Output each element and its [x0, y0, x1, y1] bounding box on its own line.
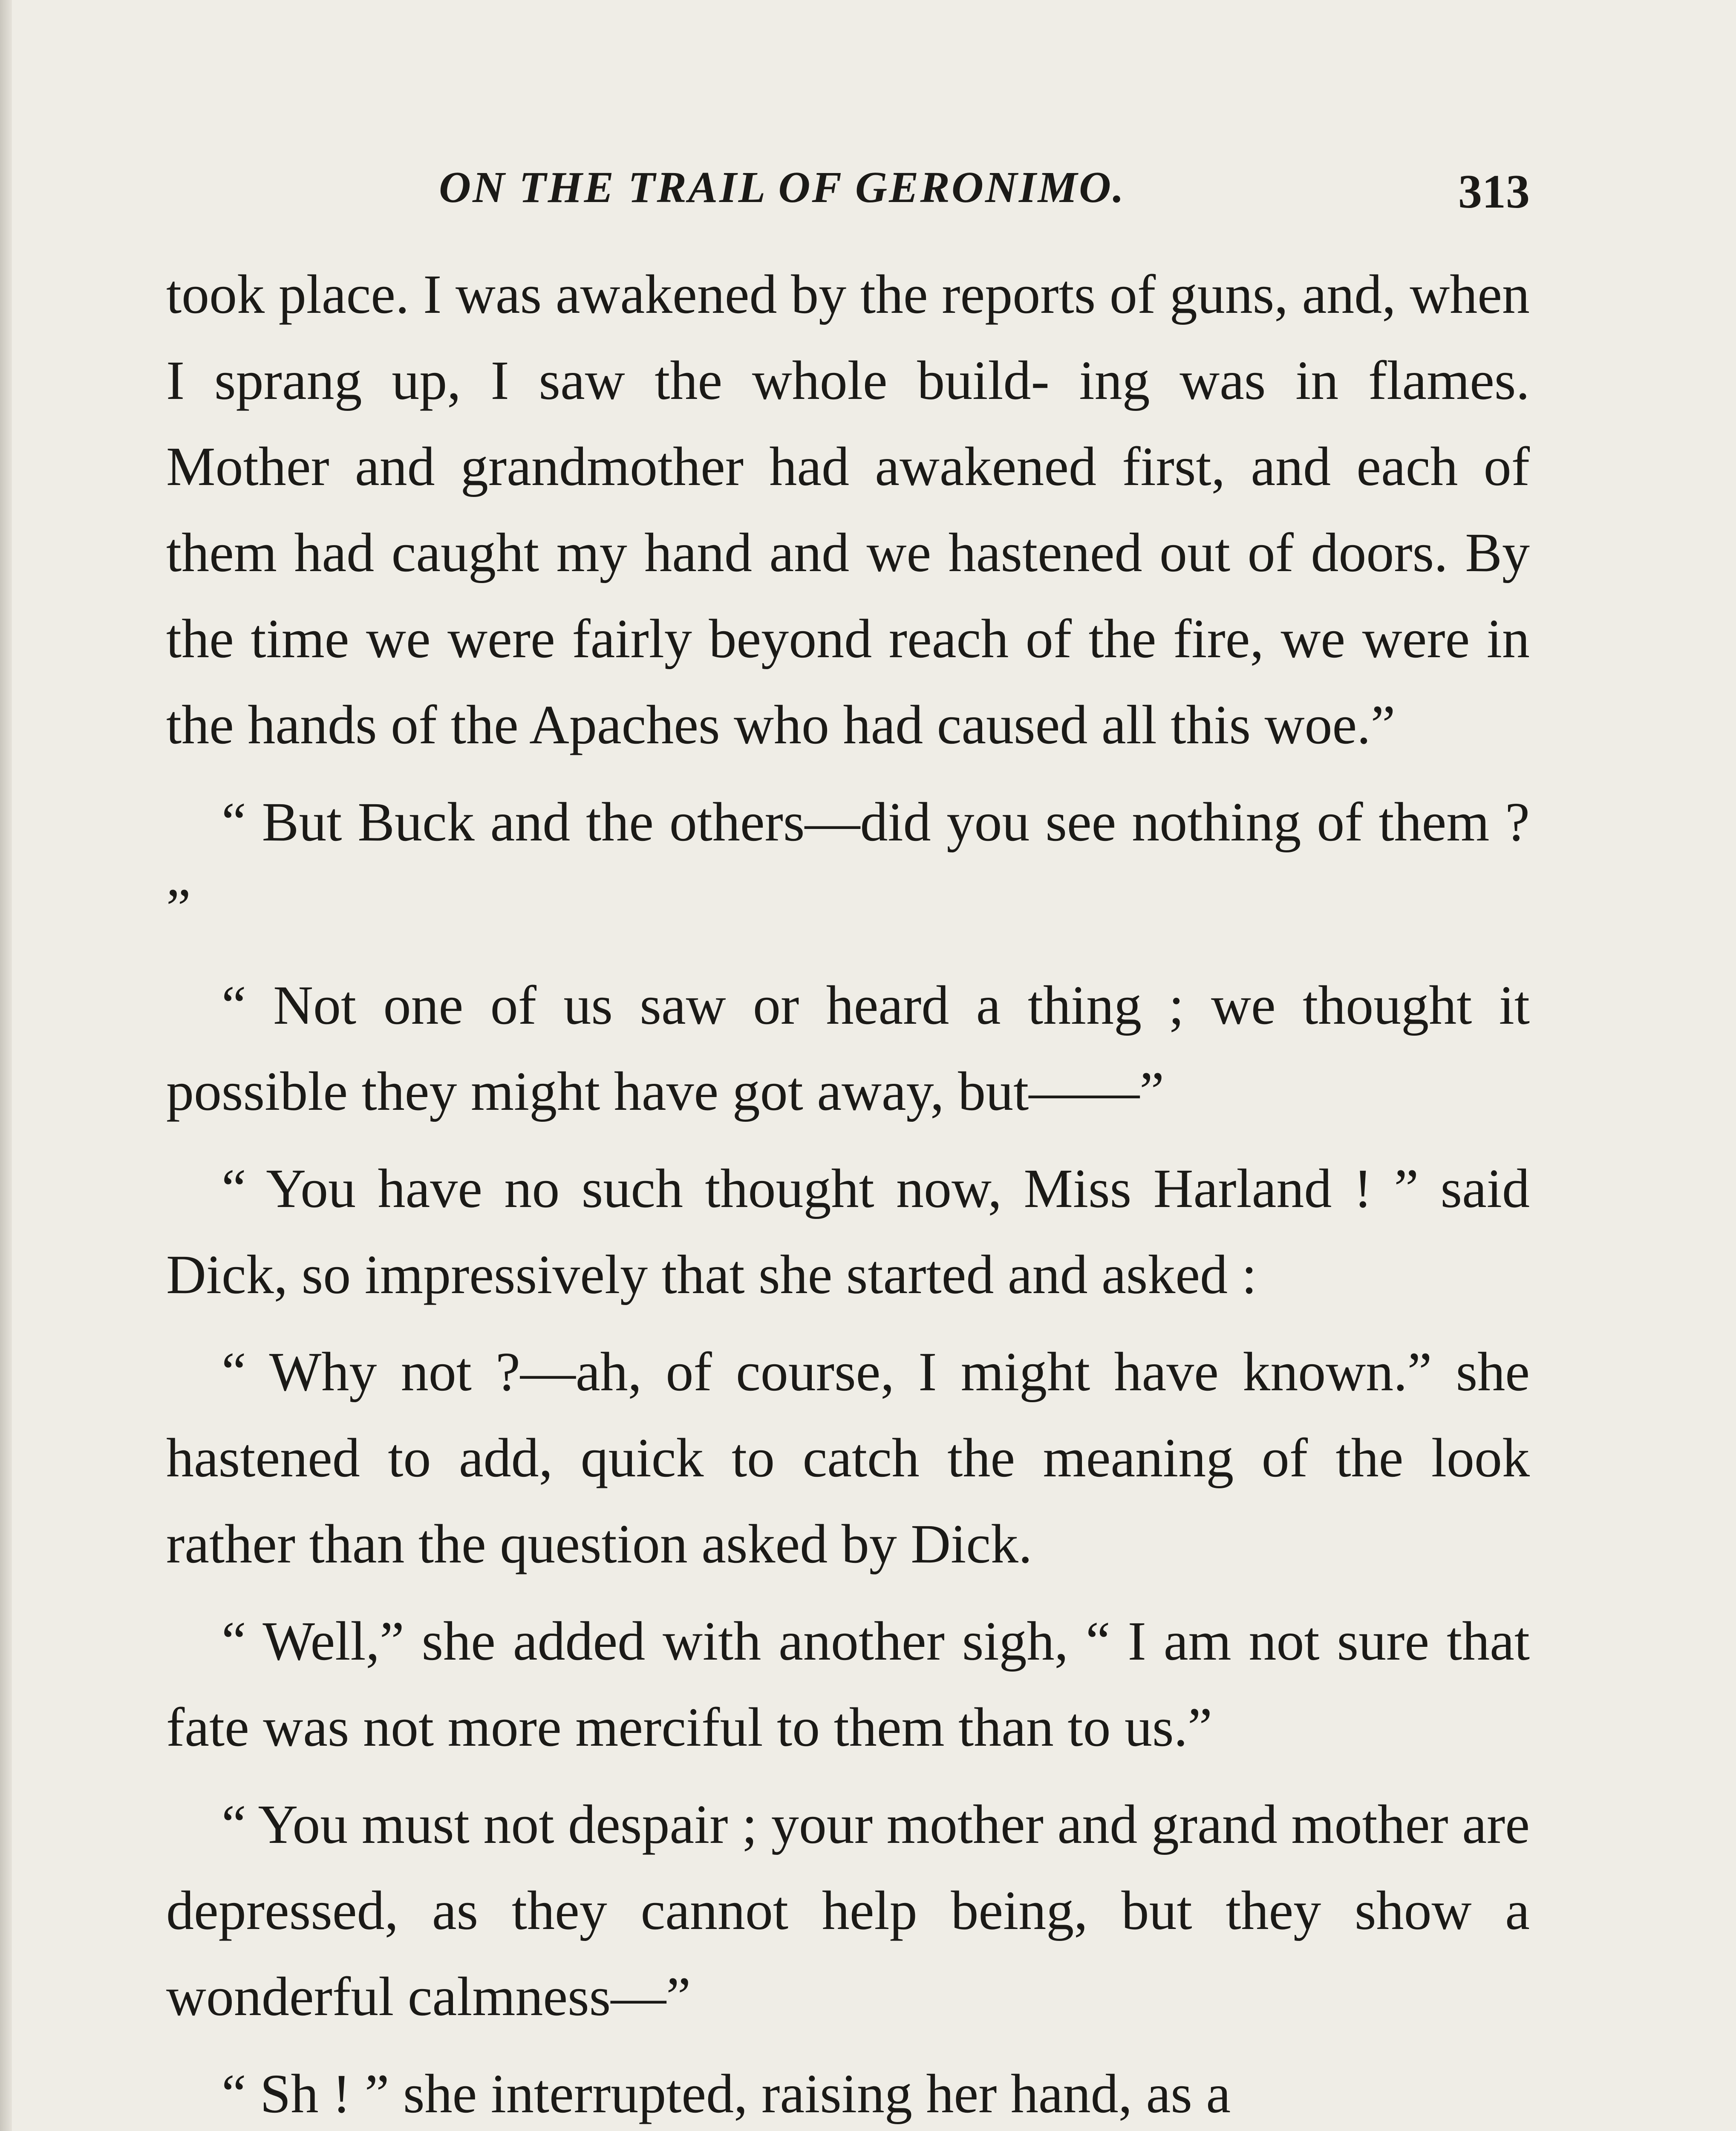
- running-head-title: ON THE TRAIL OF GERONIMO.: [439, 163, 1126, 212]
- paragraph: “ You have no such thought now, Miss Harland ! ” said Dick, so impressively that she started and asked :: [166, 1158, 1530, 1305]
- paragraph: “ Well,” she added with another sigh, “ I am not sure that fate was not more merciful to them than to us.”: [166, 1611, 1530, 1758]
- book-page: [166, 162, 1530, 2131]
- paragraph: “ Not one of us saw or heard a thing ; we thought it possible they might have got away, but——”: [166, 975, 1530, 1122]
- paragraph: “ Sh ! ” she interrupted, raising her hand, as a: [222, 2063, 1231, 2125]
- page-number: 313: [1458, 165, 1530, 218]
- paragraph: “ But Buck and the others—did you see nothing of them ? ”: [166, 791, 1530, 939]
- paragraph: “ You must not despair ; your mother and grand mother are depressed, as they cannot help being, but they show a wonderful calmness—”: [166, 1794, 1530, 2027]
- body-text: [166, 251, 1530, 2131]
- paragraph: “ Why not ?—ah, of course, I might have known.” she hastened to add, quick to catch the meaning of the look rather than the question asked by Dick.: [166, 1341, 1530, 1575]
- paragraph: took place. I was awakened by the reports of guns, and, when I sprang up, I saw the whole build- ing was in flames. Mother and grandmother had awakened first, and each of them had caught my hand and we hastened out of doors. By the time we were fairly beyond reach of the fire, we were in the hands of the Apaches who had caused all this woe.”: [166, 264, 1530, 756]
- running-head: [166, 162, 1530, 234]
- page-edge: [0, 0, 12, 2131]
